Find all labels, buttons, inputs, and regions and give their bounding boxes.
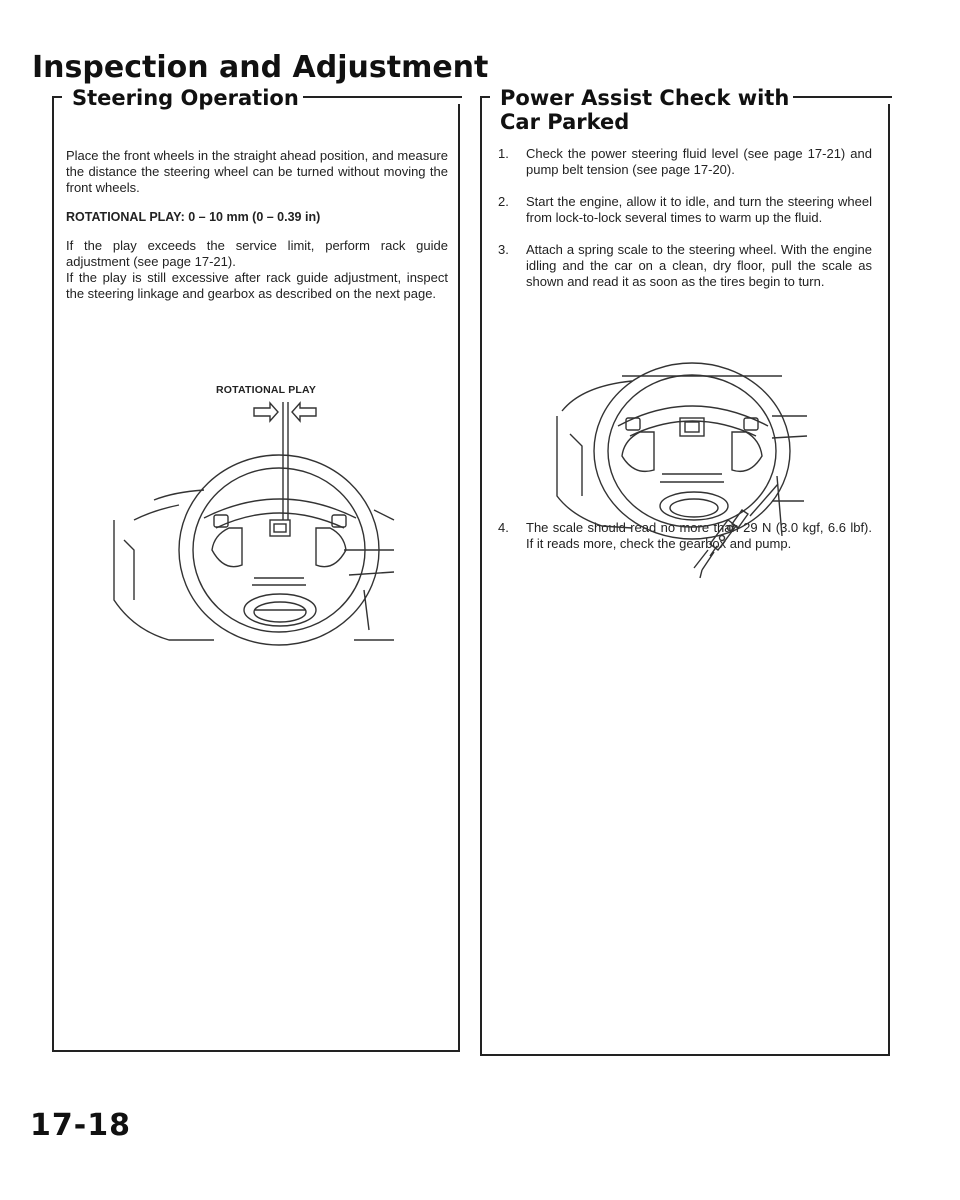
step-number: 3. — [498, 242, 509, 257]
step-number: 1. — [498, 146, 509, 161]
panel-rule — [52, 96, 62, 98]
steering-wheel-spring-scale-illustration — [542, 356, 842, 606]
steering-intro-text: Place the front wheels in the straight ahead position, and measure the distance the steering wheel can be turned without moving the front wheels. — [66, 148, 448, 195]
steering-operation-content — [66, 148, 448, 315]
page-title: Inspection and Adjustment — [32, 50, 489, 85]
linkage-inspection-note: If the play is still excessive after rack guide adjustment, inspect the steering linkage and gearbox as described on the next page. — [66, 270, 448, 301]
step-item — [496, 194, 872, 226]
step-text: Attach a spring scale to the steering wheel. With the engine idling and the car on a clean, dry floor, pull the scale as shown and read it as soon as the tires begin to turn. — [526, 242, 872, 289]
step-text: Start the engine, allow it to idle, and turn the steering wheel from lock-to-lock several times to warm up the fluid. — [526, 194, 872, 225]
panel-rule — [286, 96, 462, 98]
heading-line-1: Power Assist Check with — [500, 86, 790, 110]
heading-line-2: Car Parked — [500, 110, 630, 134]
step-number: 4. — [498, 520, 509, 535]
step-text: Check the power steering fluid level (see page 17-21) and pump belt tension (see page 17-20). — [526, 146, 872, 177]
steering-wheel-rotational-play-illustration — [94, 400, 424, 660]
section-heading-steering-operation: Steering Operation — [68, 86, 303, 110]
panel-rule — [480, 96, 490, 98]
step-text: The scale should read no more than 29 N (3.0 kgf, 6.6 lbf). If it reads more, check the gearbox and pump. — [526, 520, 872, 551]
page-number: 17-18 — [30, 1108, 131, 1143]
service-limit-note: If the play exceeds the service limit, perform rack guide adjustment (see page 17-21). — [66, 238, 448, 269]
step-number: 2. — [498, 194, 509, 209]
step-item — [496, 242, 872, 290]
section-heading-power-assist — [496, 86, 793, 134]
step-item — [496, 146, 872, 178]
steering-operation-panel — [52, 86, 460, 1052]
rotational-play-spec: ROTATIONAL PLAY: 0 – 10 mm (0 – 0.39 in) — [66, 210, 321, 224]
power-assist-panel — [480, 86, 890, 1056]
figure-label-rotational-play: ROTATIONAL PLAY — [216, 384, 317, 396]
